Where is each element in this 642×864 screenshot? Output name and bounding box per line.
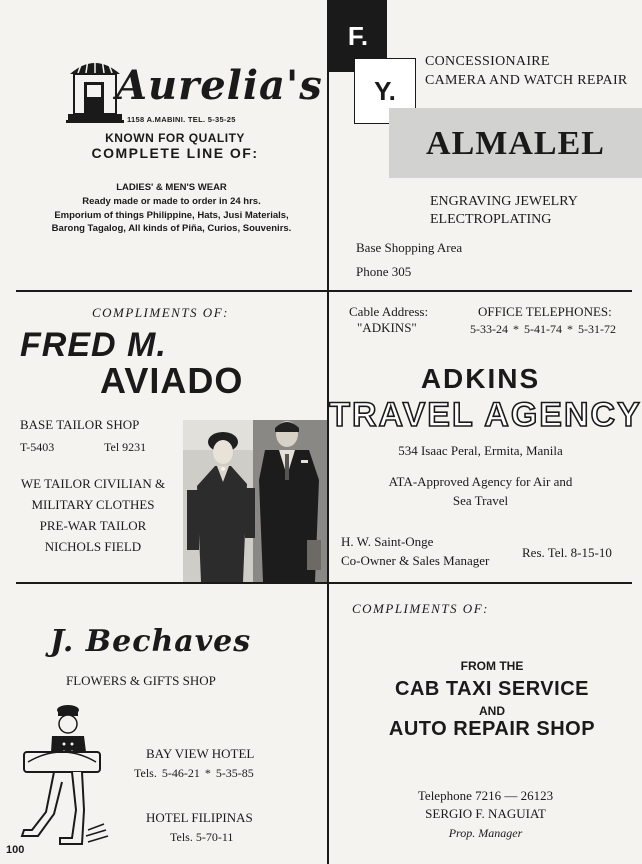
- horizontal-divider-left-bottom: [16, 582, 327, 584]
- travel-agency-title: TRAVEL AGENCY: [329, 396, 642, 434]
- aurelias-complete-line: COMPLETE LINE OF:: [91, 145, 259, 161]
- office-telephones-label: OFFICE TELEPHONES:: [478, 304, 612, 319]
- ata-approval-line-2: Sea Travel: [452, 493, 509, 508]
- adkins-res-tel: Res. Tel. 8-15-10: [522, 545, 612, 560]
- aurelias-barong: Barong Tagalog, All kinds of Piña, Curios, Souvenirs.: [51, 223, 292, 234]
- page-number: 100: [6, 844, 25, 856]
- aurelias-logo-text: Aurelia's: [116, 62, 323, 109]
- ata-approval-line-1: ATA-Approved Agency for Air and: [388, 474, 573, 489]
- adkins-owner-title: Co-Owner & Sales Manager: [341, 553, 490, 568]
- cab-taxi-service: CAB TAXI SERVICE: [395, 678, 589, 700]
- aviado-t-number: T-5403: [20, 440, 55, 454]
- almalel-name: ALMALEL: [426, 125, 605, 162]
- cable-address-label: Cable Address:: [349, 304, 429, 319]
- adkins-name: ADKINS: [420, 363, 541, 394]
- cab-owner: SERGIO F. NAGUIAT: [425, 806, 546, 821]
- hotel-filipinas-tels: Tels. 5-70-11: [170, 830, 234, 844]
- cab-and: AND: [479, 704, 505, 718]
- aviado-tel: Tel 9231: [104, 440, 147, 454]
- bellboy-illustration: [12, 702, 112, 852]
- aviado-compliments: COMPLIMENTS OF:: [92, 305, 229, 320]
- fy-letter-y: Y.: [354, 58, 416, 124]
- aurelias-address: 1158 A.MABINI. TEL. 5-35-25: [127, 115, 236, 124]
- aviado-last-name: AVIADO: [100, 360, 244, 401]
- camera-watch-repair: CAMERA AND WATCH REPAIR: [425, 73, 628, 88]
- horizontal-divider-right-top: [329, 290, 632, 292]
- almalel-location: Base Shopping Area: [356, 240, 463, 255]
- bechaves-subtitle: FLOWERS & GIFTS SHOP: [66, 673, 216, 688]
- cable-address-value: "ADKINS": [357, 320, 417, 335]
- cab-owner-title: Prop. Manager: [448, 826, 523, 840]
- almalel-phone: Phone 305: [356, 264, 412, 279]
- office-telephone-numbers: 5-33-24 * 5-41-74 * 5-31-72: [470, 322, 616, 336]
- couple-photo: [183, 420, 327, 582]
- auto-repair-shop: AUTO REPAIR SHOP: [388, 718, 596, 740]
- bay-view-tels: Tels. 5-46-21 * 5-35-85: [134, 766, 254, 780]
- bay-view-hotel: BAY VIEW HOTEL: [146, 746, 255, 761]
- base-tailor-shop: BASE TAILOR SHOP: [20, 417, 140, 432]
- aviado-line-2: MILITARY CLOTHES: [31, 497, 155, 512]
- electroplating: ELECTROPLATING: [430, 212, 552, 227]
- aurelias-wear: LADIES' & MEN'S WEAR: [116, 182, 227, 193]
- adkins-address: 534 Isaac Peral, Ermita, Manila: [398, 443, 563, 458]
- horizontal-divider-left-top: [16, 290, 327, 292]
- aurelias-tagline: KNOWN FOR QUALITY: [105, 131, 245, 145]
- aviado-line-3: PRE-WAR TAILOR: [39, 518, 147, 533]
- cab-compliments: COMPLIMENTS OF:: [352, 601, 489, 616]
- hotel-filipinas: HOTEL FILIPINAS: [146, 810, 253, 825]
- engraving-jewelry: ENGRAVING JEWELRY: [430, 194, 578, 209]
- cab-from-the: FROM THE: [460, 659, 524, 673]
- aviado-line-4: NICHOLS FIELD: [44, 539, 142, 554]
- bechaves-name: J. Bechaves: [50, 624, 252, 659]
- aviado-line-1: WE TAILOR CIVILIAN &: [20, 476, 166, 491]
- aviado-first-name: FRED M.: [20, 326, 167, 364]
- horizontal-divider-right-bottom: [329, 582, 632, 584]
- aurelias-ready-made: Ready made or made to order in 24 hrs.: [82, 196, 261, 207]
- cab-telephone: Telephone 7216 — 26123: [417, 788, 554, 803]
- aurelias-emporium: Emporium of things Philippine, Hats, Jusi Materials,: [54, 210, 289, 221]
- adkins-owner: H. W. Saint-Onge: [341, 534, 434, 549]
- concessionaire-label: CONCESSIONAIRE: [425, 54, 550, 69]
- fy-letter-f: F.: [329, 0, 387, 72]
